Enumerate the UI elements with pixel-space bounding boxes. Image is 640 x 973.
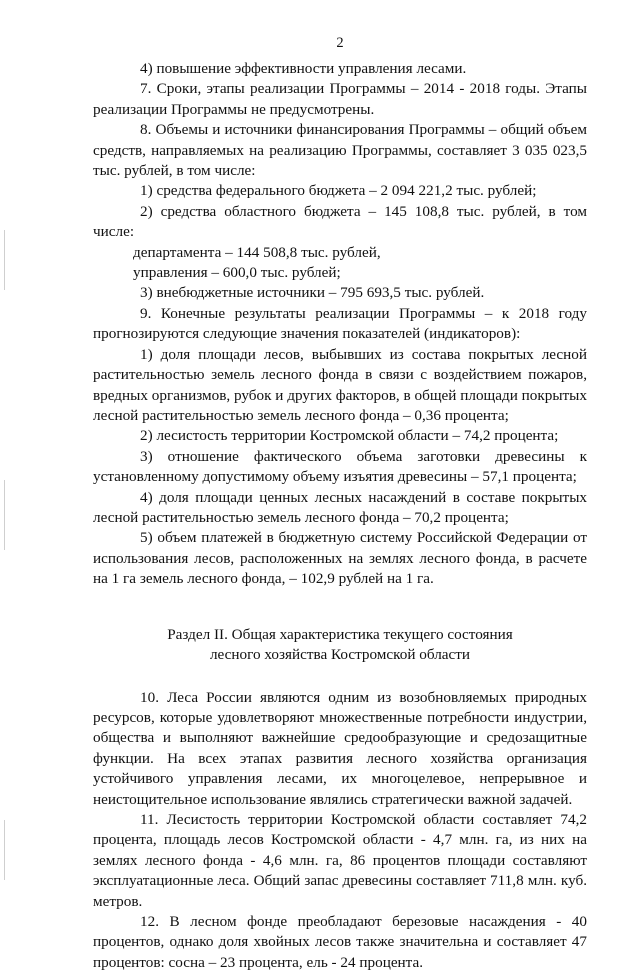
spacer — [93, 665, 587, 688]
page-number: 2 — [336, 35, 344, 51]
paragraph-indicator-1: 1) доля площади лесов, выбывших из состава покрытых лесной растительностью земель лесного фонда в связи с воздействием пожаров, вредных организмов, рубок и других факторов, в общей площади покрытых лесной растительностью земель лесного фонда – 0,36 процента; — [93, 345, 587, 424]
scan-edge-mark-mid — [4, 480, 5, 550]
paragraph-indicator-2: 2) лесистость территории Костромской области – 74,2 процента; — [140, 427, 559, 445]
scan-edge-mark-top — [4, 230, 5, 290]
paragraph-funding-regional: 2) средства областного бюджета – 145 108,8 тыс. рублей, в том числе: — [93, 202, 587, 241]
paragraph-indicator-4: 4) доля площади ценных лесных насаждений в составе покрытых лесной растительностью земель лесного фонда – 70,2 процента; — [93, 488, 587, 526]
scan-edge-mark-bottom — [4, 820, 5, 880]
paragraph-11: 11. Лесистость территории Костромской области составляет 74,2 процента, площадь лесов Костромской области - 4,7 млн. га, из них на землях лесного фонда - 4,6 млн. га, 86 процентов площади составляют эксплуатационные леса. Общий запас древесины составляет 711,8 млн. куб. метров. — [93, 811, 587, 910]
section-heading — [93, 625, 587, 665]
paragraph-12: 12. В лесном фонде преобладают березовые насаждения - 40 процентов, однако доля хвойных лесов также значительна и составляет 47 процентов: сосна – 23 процента, ель - 24 процента. — [93, 913, 587, 971]
section-heading-line-1: Раздел II. Общая характеристика текущего состояния — [167, 625, 513, 643]
section-heading-line-2: лесного хозяйства Костромской области — [209, 645, 471, 663]
spacer — [93, 590, 587, 607]
paragraph-funding-federal: 1) средства федерального бюджета – 2 094 221,2 тыс. рублей; — [140, 182, 537, 200]
paragraph-funding-department: департамента – 144 508,8 тыс. рублей, — [133, 243, 381, 261]
document-body — [93, 59, 587, 973]
paragraph-funding-directorate: управления – 600,0 тыс. рублей; — [133, 264, 341, 282]
paragraph-10: 10. Леса России являются одним из возобновляемых природных ресурсов, которые удовлетворяют множественные потребности индустрии, общества и выполняют важнейшие средообразующие и средозащитные функции. На всех этапах развития лесного хозяйства организация устойчивого управления лесами, их многоцелевое, непрерывное и неистощительное использование являлись стратегически важной задачей. — [93, 688, 587, 808]
paragraph-item-4: 4) повышение эффективности управления лесами. — [140, 60, 467, 77]
paragraph-indicator-5: 5) объем платежей в бюджетную систему Российской Федерации от использования лесов, расположенных на землях лесного фонда, в расчете на 1 га земель лесного фонда, – 102,9 рублей на 1 га. — [93, 529, 587, 588]
paragraph-terms: 7. Сроки, этапы реализации Программы – 2014 - 2018 годы. Этапы реализации Программы не предусмотрены. — [93, 80, 587, 118]
paragraph-indicator-3: 3) отношение фактического объема заготовки древесины к установленному допустимому объему изъятия древесины – 57,1 процента; — [93, 447, 587, 486]
paragraph-results: 9. Конечные результаты реализации Программы – к 2018 году прогнозируются следующие значения показателей (индикаторов): — [93, 304, 587, 343]
paragraph-funding-extrabudget: 3) внебюджетные источники – 795 693,5 тыс. рублей. — [140, 284, 485, 302]
paragraph-funding: 8. Объемы и источники финансирования Программы – общий объем средств, направляемых на реализацию Программы, составляет 3 035 023,5 тыс. рублей, в том числе: — [93, 121, 587, 180]
